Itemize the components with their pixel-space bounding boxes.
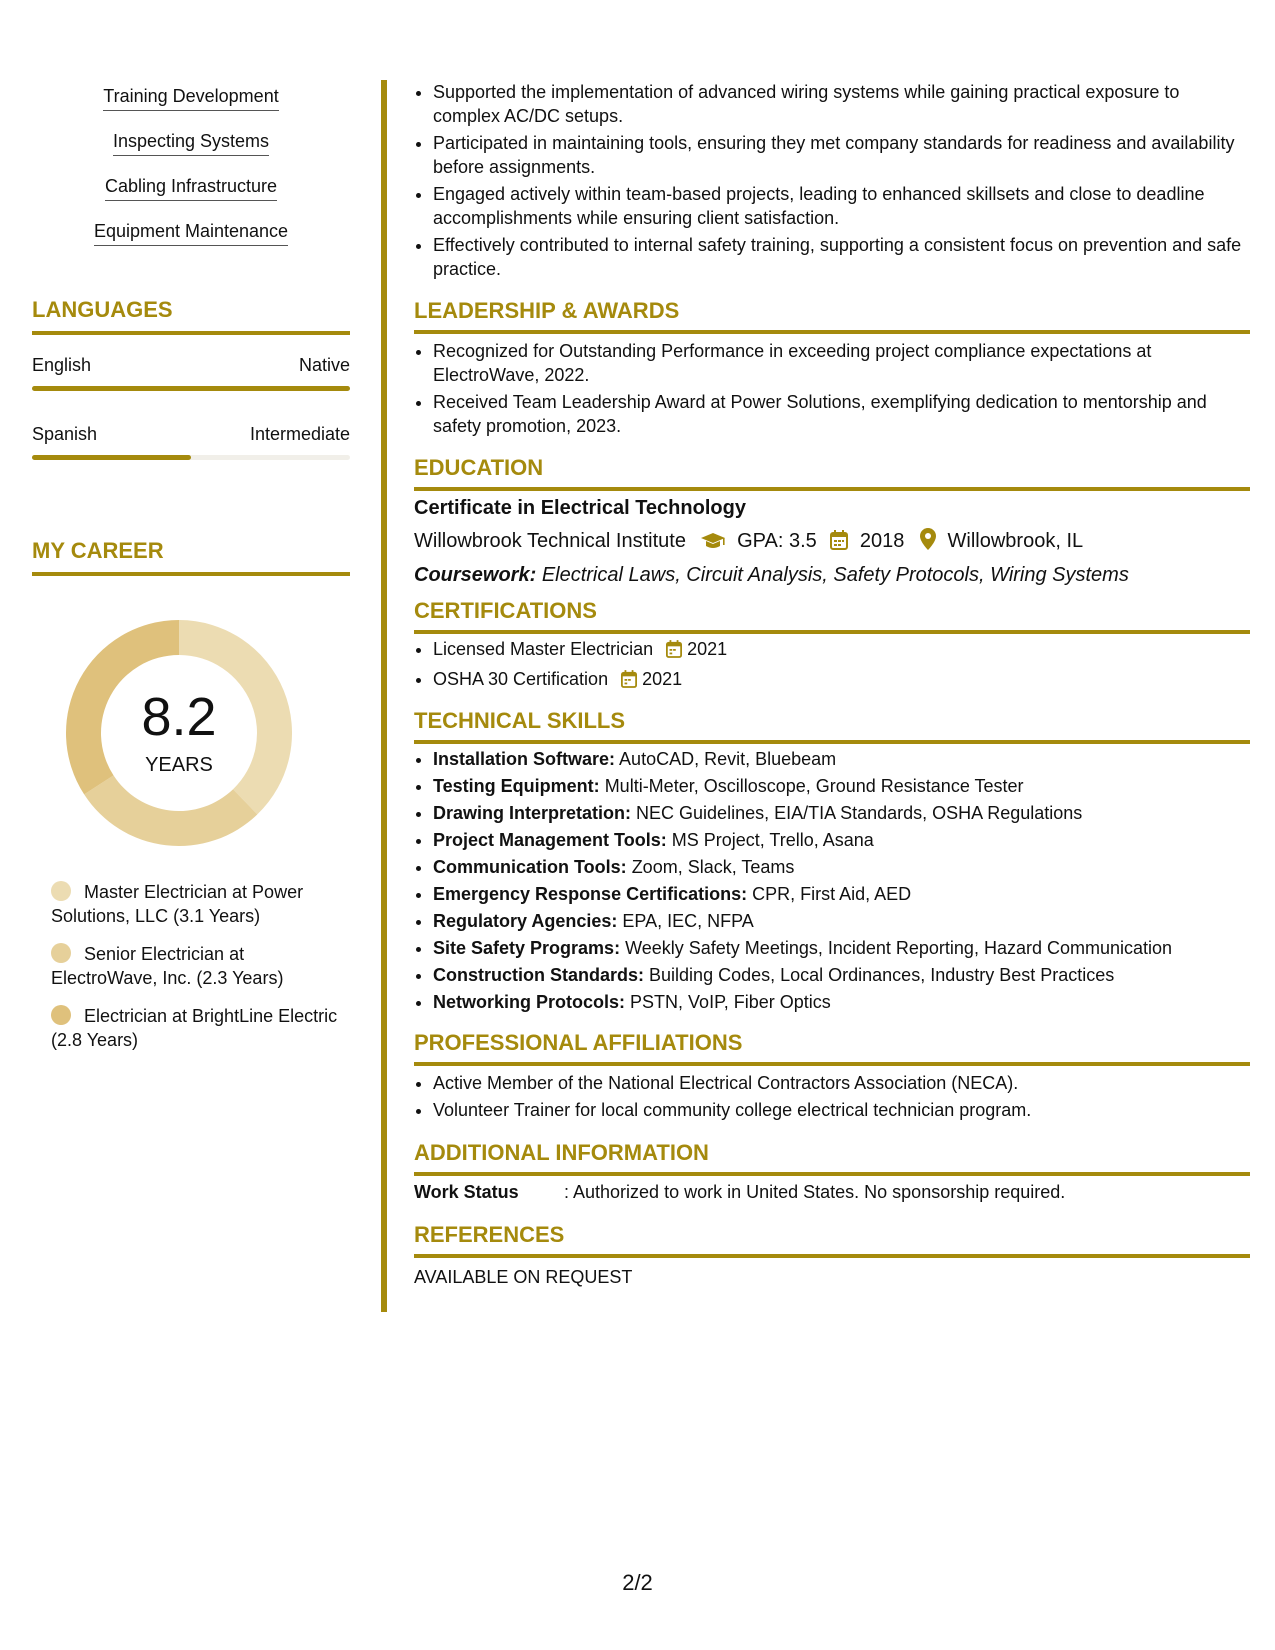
affiliations-list bbox=[414, 1071, 1250, 1125]
donut-segment bbox=[84, 775, 257, 846]
affiliations-heading: PROFESSIONAL AFFILIATIONS bbox=[414, 1030, 1250, 1066]
education-details bbox=[414, 528, 1250, 556]
language-bar-fill bbox=[32, 386, 350, 391]
work-status-value: : Authorized to work in United States. No sponsorship required. bbox=[564, 1182, 1066, 1202]
technical-skills-heading: TECHNICAL SKILLS bbox=[414, 708, 1250, 744]
legend-item: Electrician at BrightLine Electric (2.8 Years) bbox=[51, 1006, 338, 1050]
legend-item: Senior Electrician at ElectroWave, Inc. (2.3 Years) bbox=[51, 944, 284, 988]
column-divider bbox=[381, 80, 387, 1312]
gpa: GPA: 3.5 bbox=[737, 530, 817, 552]
additional-info-heading: ADDITIONAL INFORMATION bbox=[414, 1140, 1250, 1176]
coursework-list: Electrical Laws, Circuit Analysis, Safety Protocols, Wiring Systems bbox=[541, 564, 1129, 586]
list-item: • Supported the implementation of advanced wiring systems while gaining practical exposure to complex AC/DC setups. bbox=[433, 80, 1250, 128]
work-status-label: Work Status bbox=[414, 1182, 519, 1202]
coursework bbox=[414, 564, 1250, 587]
list-item: • Communication Tools: Zoom, Slack, Teams bbox=[433, 855, 1250, 880]
work-status-row bbox=[414, 1180, 1250, 1204]
school-location: Willowbrook, IL bbox=[947, 530, 1084, 552]
certifications-heading: CERTIFICATIONS bbox=[414, 598, 1250, 634]
list-item: • Emergency Response Certifications: CPR, First Aid, AED bbox=[433, 882, 1250, 907]
language-name: English bbox=[32, 355, 92, 375]
skill-chip: Inspecting Systems bbox=[32, 131, 350, 176]
list-item: • Drawing Interpretation: NEC Guidelines, EIA/TIA Standards, OSHA Regulations bbox=[433, 801, 1250, 826]
skill-chip: Cabling Infrastructure bbox=[32, 176, 350, 221]
list-item: • Recognized for Outstanding Performance in exceeding project compliance expectations at ElectroWave, 2022. bbox=[433, 339, 1250, 387]
language-level: Native bbox=[298, 355, 350, 375]
legend-item: Master Electrician at Power Solutions, LLC (3.1 Years) bbox=[51, 882, 304, 926]
calendar-icon bbox=[621, 670, 637, 694]
list-item: • Engaged actively within team-based projects, leading to enhanced skillsets and close to deadline accomplishments while ensuring client satisfaction. bbox=[433, 182, 1250, 230]
skills-list bbox=[32, 86, 350, 266]
list-item: • Active Member of the National Electrical Contractors Association (NECA). bbox=[433, 1071, 1250, 1095]
school-name: Willowbrook Technical Institute bbox=[414, 530, 686, 552]
page-number: 2/2 bbox=[622, 1570, 653, 1595]
legend-dot-icon bbox=[51, 1005, 71, 1025]
list-item: • Networking Protocols: PSTN, VoIP, Fiber Optics bbox=[433, 990, 1250, 1015]
degree-title: Certificate in Electrical Technology bbox=[414, 497, 746, 519]
skill-chip: Training Development bbox=[32, 86, 350, 131]
technical-skills-list bbox=[414, 747, 1250, 1017]
references-heading: REFERENCES bbox=[414, 1222, 1250, 1258]
language-bar-spanish bbox=[32, 455, 350, 460]
coursework-label: Coursework: bbox=[414, 564, 537, 586]
leadership-heading: LEADERSHIP & AWARDS bbox=[414, 298, 1250, 334]
list-item: • Volunteer Trainer for local community college electrical technician program. bbox=[433, 1098, 1250, 1122]
language-level: Intermediate bbox=[249, 424, 350, 444]
calendar-icon bbox=[830, 530, 848, 556]
language-bar-fill bbox=[32, 455, 191, 460]
experience-bullets bbox=[414, 80, 1250, 284]
career-legend bbox=[51, 880, 341, 1066]
certifications-list bbox=[414, 637, 1250, 697]
list-item: • Construction Standards: Building Codes, Local Ordinances, Industry Best Practices bbox=[433, 963, 1250, 988]
education-block bbox=[414, 497, 1250, 587]
list-item: • Installation Software: AutoCAD, Revit, Bluebeam bbox=[433, 747, 1250, 772]
education-heading: EDUCATION bbox=[414, 455, 1250, 491]
references-text: AVAILABLE ON REQUEST bbox=[414, 1267, 633, 1287]
legend-dot-icon bbox=[51, 943, 71, 963]
skill-chip: Equipment Maintenance bbox=[32, 221, 350, 266]
location-pin-icon bbox=[920, 528, 936, 556]
list-item: • Testing Equipment: Multi-Meter, Oscilloscope, Ground Resistance Tester bbox=[433, 774, 1250, 799]
graduation-year: 2018 bbox=[859, 530, 905, 552]
languages-heading: LANGUAGES bbox=[32, 297, 350, 335]
list-item: • Licensed Master Electrician 2021 bbox=[433, 637, 1250, 664]
legend-dot-icon bbox=[51, 881, 71, 901]
list-item: • Regulatory Agencies: EPA, IEC, NFPA bbox=[433, 909, 1250, 934]
calendar-icon bbox=[666, 640, 682, 664]
graduation-cap-icon bbox=[700, 532, 726, 556]
language-name: Spanish bbox=[32, 424, 98, 444]
language-bar-english bbox=[32, 386, 350, 391]
list-item: • OSHA 30 Certification 2021 bbox=[433, 667, 1250, 694]
list-item: • Received Team Leadership Award at Power Solutions, exemplifying dedication to mentorship and safety promotion, 2023. bbox=[433, 390, 1250, 438]
career-years-unit: YEARS bbox=[145, 754, 213, 776]
language-row-english bbox=[32, 355, 350, 376]
list-item: • Project Management Tools: MS Project, Trello, Asana bbox=[433, 828, 1250, 853]
career-heading: MY CAREER bbox=[32, 538, 350, 576]
leadership-list bbox=[414, 339, 1250, 441]
language-row-spanish bbox=[32, 424, 350, 445]
career-total-years: 8.2 bbox=[141, 687, 217, 747]
list-item: • Site Safety Programs: Weekly Safety Meetings, Incident Reporting, Hazard Communication bbox=[433, 936, 1250, 961]
list-item: • Effectively contributed to internal safety training, supporting a consistent focus on prevention and safe practice. bbox=[433, 233, 1250, 281]
list-item: • Participated in maintaining tools, ensuring they met company standards for readiness and availability before assignments. bbox=[433, 131, 1250, 179]
